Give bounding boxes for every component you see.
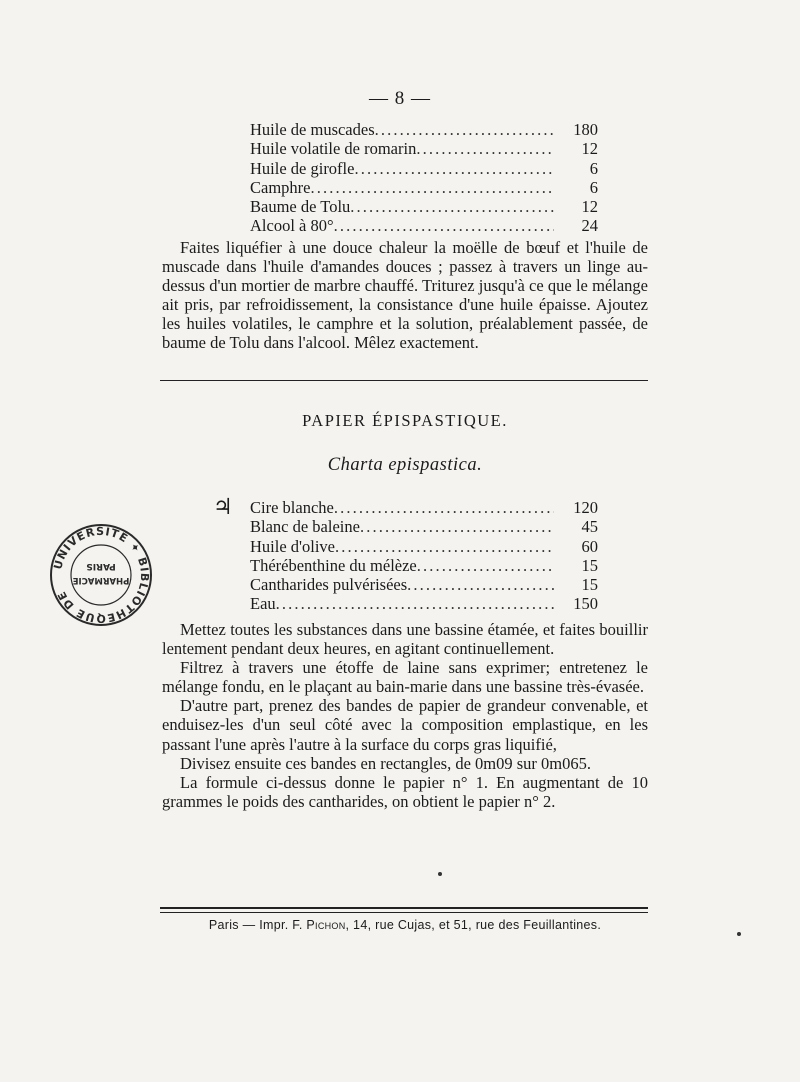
leader-dots [350, 197, 554, 216]
ink-speck [737, 932, 741, 936]
recipe-row [250, 556, 598, 575]
ingredient-qty: 120 [573, 498, 598, 517]
ingredient-name: Huile de muscades [250, 120, 375, 139]
ingredient-name: Eau [250, 594, 276, 614]
leader-dots [354, 159, 554, 178]
ingredient-qty: 12 [581, 139, 598, 159]
recipe-row [250, 120, 598, 139]
section-divider [160, 380, 648, 381]
instructions-paragraph-1 [162, 238, 648, 353]
ingredient-qty: 6 [589, 177, 598, 197]
recipe-list-1 [250, 120, 598, 236]
leader-dots [310, 178, 554, 197]
recipe-row [250, 537, 598, 556]
ingredient-name: Thérébenthine du mélèze [250, 555, 417, 575]
leader-dots [334, 216, 554, 235]
ingredient-name: Cantharides pulvérisées [250, 575, 408, 595]
paragraph: Filtrez à travers une étoffe de laine sans exprimer; entretenez le mélange fondu, en le plaçant au bain-marie dans une bassine très-évasée. [162, 658, 648, 697]
leader-dots [334, 498, 554, 517]
section-subtitle: Charta epispastica. [327, 455, 483, 475]
recipe-row [250, 159, 598, 178]
recipe-row [250, 178, 598, 197]
imprint-separator: — Impr. F. [242, 918, 303, 932]
recipe-row [250, 594, 598, 613]
imprint-printer: Pichon [306, 918, 346, 932]
paragraph: Divisez ensuite ces bandes en rectangles, de 0m09 sur 0m065. [180, 753, 592, 773]
ink-speck [438, 872, 442, 876]
ingredient-qty: 6 [589, 158, 598, 178]
recipe-row [250, 517, 598, 536]
ingredient-name: Huile d'olive [250, 536, 335, 556]
jupiter-symbol-icon: ♃ [213, 495, 233, 520]
footer-rule [160, 912, 648, 913]
recipe-list-2 [250, 498, 598, 614]
ingredient-qty: 60 [581, 536, 598, 556]
ingredient-qty: 24 [581, 216, 598, 236]
ingredient-name: Huile volatile de romarin [250, 139, 417, 159]
ingredient-name: Alcool à 80° [250, 216, 334, 236]
stamp-inner-line-1: PHARMACIE [72, 575, 130, 585]
recipe-row [250, 197, 598, 216]
ingredient-qty: 150 [573, 594, 598, 614]
ingredient-name: Huile de girofle [250, 158, 355, 178]
instructions-paragraph-2 [162, 620, 648, 811]
paragraph: La formule ci-dessus donne le papier n° 1. En augmentant de 10 grammes le poids des cantharides, on obtient le papier n° 2. [162, 772, 648, 811]
ingredient-qty: 12 [581, 197, 598, 217]
paragraph: Faites liquéfier à une douce chaleur la moëlle de bœuf et l'huile de muscade dans l'huile d'amandes douces ; passez à travers un linge au-dessus d'un mortier de marbre chauffé. Triturez jusqu'à ce que le mélange ait pris, par refroidissement, la consistance d'une huile épaisse. Ajoutez les huiles volatiles, le camphre et la solution, préalablement passée, de baume de Tolu dans l'alcool. Mêlez exactement. [162, 238, 648, 353]
paragraph: Mettez toutes les substances dans une bassine étamée, et faites bouillir lentement pendant deux heures, en agitant continuellement. [162, 620, 648, 659]
ingredient-qty: 15 [581, 555, 598, 575]
stamp-seal-icon [46, 520, 156, 630]
imprint-place: Paris [208, 918, 239, 932]
ingredient-qty: 180 [573, 120, 598, 139]
stamp-inner-line-2: PARIS [86, 561, 116, 571]
leader-dots [360, 517, 554, 536]
ingredient-qty: 45 [581, 517, 598, 537]
ingredient-name: Camphre [250, 177, 311, 197]
recipe-row [250, 139, 598, 158]
leader-dots [375, 120, 554, 139]
stamp-ring-text: UNIVERSITÉ ✦ BIBLIOTHÈQUE DE [51, 524, 152, 626]
recipe-row [250, 498, 598, 517]
leader-dots [335, 537, 554, 556]
leader-dots [407, 575, 554, 594]
leader-dots [416, 139, 554, 158]
recipe-row [250, 216, 598, 235]
leader-dots [417, 556, 554, 575]
recipe-row [250, 575, 598, 594]
ingredient-name: Blanc de baleine [250, 517, 360, 537]
ingredient-name: Cire blanche [250, 498, 334, 517]
library-stamp [46, 520, 156, 630]
imprint-address: , 14, rue Cujas, et 51, rue des Feuillantines. [345, 918, 602, 932]
paragraph: D'autre part, prenez des bandes de papier de grandeur convenable, et enduisez-les d'un seul côté avec la composition emplastique, en les passant l'une après l'autre à la surface du corps gras liquifié, [162, 696, 648, 754]
ingredient-qty: 15 [581, 575, 598, 595]
page-number: — 8 — [369, 88, 431, 109]
footer-rule [160, 907, 648, 909]
ingredient-name: Baume de Tolu [250, 197, 351, 217]
section-title: PAPIER ÉPISPASTIQUE. [302, 411, 508, 430]
leader-dots [276, 594, 554, 613]
printer-imprint [160, 918, 650, 932]
